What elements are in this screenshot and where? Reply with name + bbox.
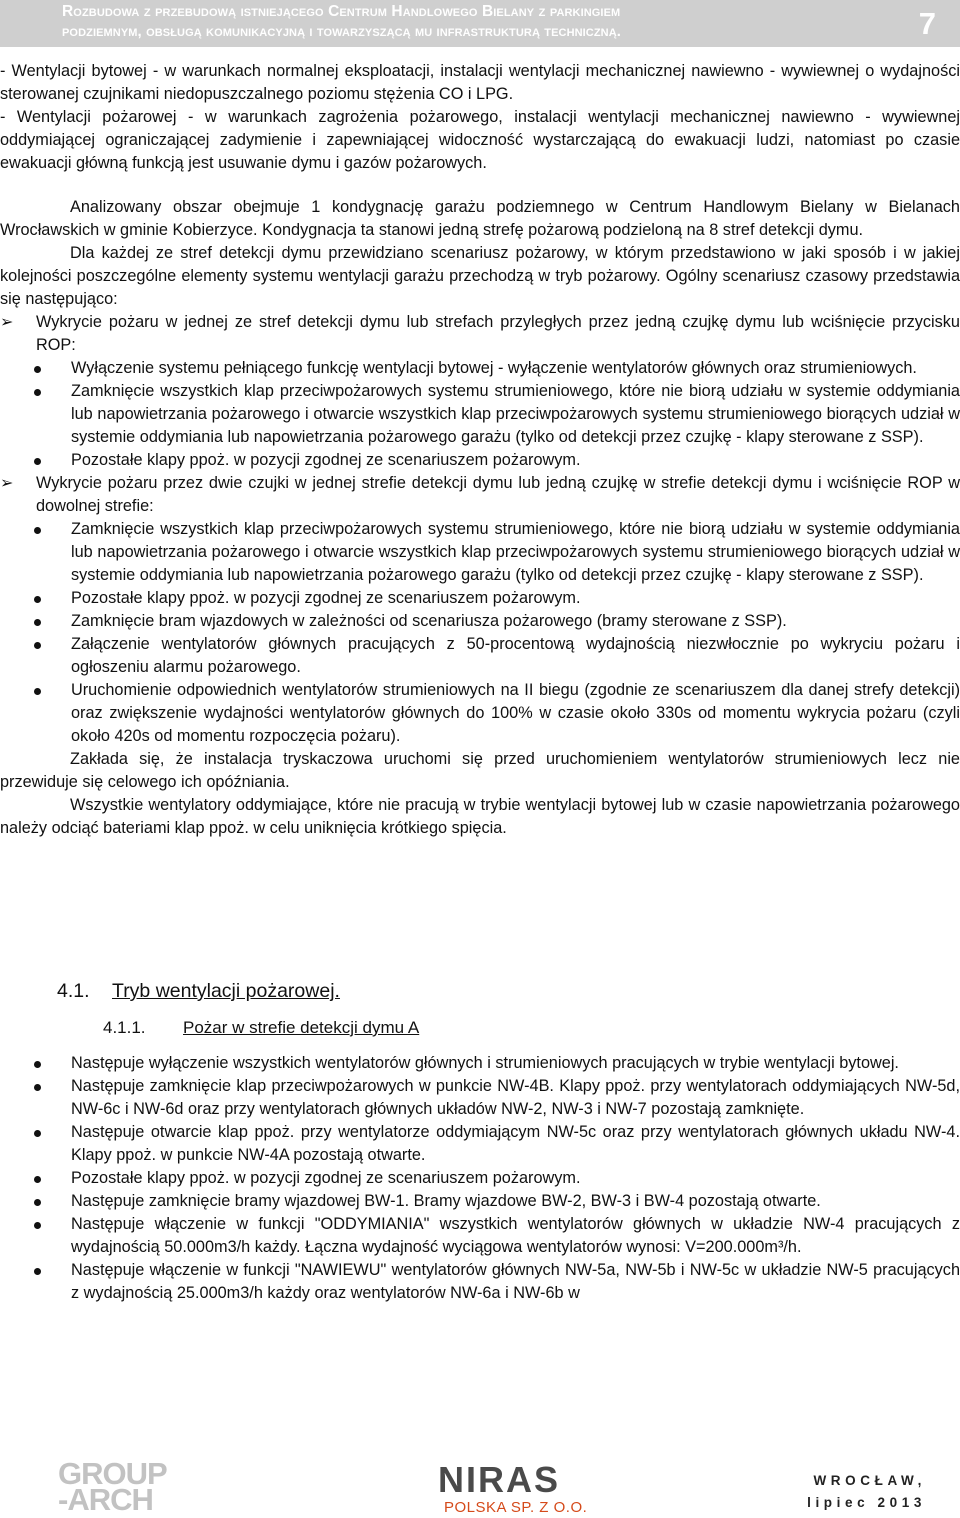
bullet-icon [34, 1084, 41, 1091]
bullet-icon [34, 619, 41, 626]
arrow-item-two-detectors [0, 472, 960, 518]
arrow-item-single-detector [0, 311, 960, 357]
list-item [0, 1121, 960, 1167]
paragraph-sprinklers: Zakłada się, że instalacja tryskaczowa uruchomi się przed uruchomieniem wentylatorów strumieniowych lecz nie przewiduje się celowego ich opóźniania. [0, 750, 960, 791]
footer-date: lipiec 2013 [807, 1495, 926, 1510]
bullet-icon [34, 1130, 41, 1137]
list-item [0, 633, 960, 679]
arrow-item-text: Wykrycie pożaru w jednej ze stref detekcji dymu lub strefach przyległych przez jedną czujkę dymu lub wciśnięcie przycisku ROP: [36, 313, 960, 354]
bullet-icon [34, 1268, 41, 1275]
bullet-icon [34, 1199, 41, 1206]
bullet-icon [34, 366, 41, 373]
paragraph-ventilation-fire: - Wentylacji pożarowej - w warunkach zagrożenia pożarowego, instalacji wentylacji mechanicznej nawiewno - wywiewnej oddymiającej ograniczającej zadymienie i zapewniającej widoczność wystarczającą do ewakuacji ludzi, natomiast po czasie ewakuacji główną funkcją jest usuwanie dymu i gazów pożarowych. [0, 108, 960, 172]
group-arch-logo [58, 1456, 173, 1517]
paragraph-ventilation-daily: - Wentylacji bytowej - w warunkach normalnej eksploatacji, instalacji wentylacji mechanicznej nawiewno - wywiewnej o wydajności sterowanej czujnikami niedopuszczalnego poziomu stężenia CO i LPG. [0, 62, 960, 103]
list-item [0, 518, 960, 587]
list-item [0, 1167, 960, 1190]
list-item [0, 449, 960, 472]
list-item [0, 1190, 960, 1213]
subsection-number: 4.1.1. [103, 1018, 146, 1037]
bullet-icon [34, 1176, 41, 1183]
spacer [0, 175, 960, 196]
bullet-icon [34, 596, 41, 603]
list-item [0, 380, 960, 449]
bullet-icon [34, 1222, 41, 1229]
list-item-text: Następuje zamknięcie klap przeciwpożarowych w punkcie NW-4B. Klapy ppoż. przy wentylatorach oddymiających NW-5d, NW-6c i NW-6d oraz przy wentylatorach głównych układów NW-2, NW-3 i NW-7 pozostają zamknięte. [71, 1077, 960, 1118]
paragraph-fire-scenario: Dla każdej ze stref detekcji dymu przewidziano scenariusz pożarowy, w którym przedstawiono w jaki sposób i w jakiej kolejności poszczególne elementy systemu wentylacji garażu przechodzą w tryb pożarowy. Ogólny scenariusz czasowy przedstawia się następująco: [0, 244, 960, 308]
list-item [0, 587, 960, 610]
list-item-text: Zamknięcie wszystkich klap przeciwpożarowych systemu strumieniowego, które nie biorą udziału w systemie oddymiania lub napowietrzania pożarowego i otwarcie wszystkich klap przeciwpożarowych systemu strumieniowego biorących udział w systemie oddymiania lub napowietrzania pożarowego garażu (tylko od detekcji przez czujkę - klapy sterowane z SSP). [71, 520, 960, 584]
list-item-text: Zamknięcie wszystkich klap przeciwpożarowych systemu strumieniowego, które nie biorą udziału w systemie oddymiania lub napowietrzania pożarowego i otwarcie wszystkich klap przeciwpożarowych systemu strumieniowego biorących udział w systemie oddymiania lub napowietrzania pożarowego garażu (tylko od detekcji przez czujkę - klapy sterowane z SSP). [71, 382, 960, 446]
niras-logo-subtitle: POLSKA SP. Z O.O. [444, 1499, 588, 1516]
footer-place-date [807, 1470, 926, 1514]
bullet-icon [34, 688, 41, 695]
section-heading [57, 980, 340, 1003]
arrow-bullet-icon: ➢ [0, 314, 14, 331]
niras-logo [438, 1459, 598, 1518]
subsection-heading [103, 1018, 419, 1038]
arrow-bullet-icon: ➢ [0, 475, 14, 492]
page-number: 7 [918, 6, 936, 41]
list-item-text: Pozostałe klapy ppoż. w pozycji zgodnej ze scenariuszem pożarowym. [71, 1169, 581, 1187]
list-item-text: Wyłączenie systemu pełniącego funkcję wentylacji bytowej - wyłączenie wentylatorów głównych oraz strumieniowych. [71, 359, 917, 377]
niras-logo-wordmark: NIRAS [438, 1459, 561, 1500]
header-title-line-2: podziemnym, obsługą komunikacyjną i towarzyszącą mu infrastrukturą techniczną. [62, 23, 622, 40]
list-item-text: Uruchomienie odpowiednich wentylatorów strumieniowych na II biegu (zgodnie ze scenariuszem dla danej strefy detekcji) oraz zwiększenie wydajności wentylatorów głównych do 100% w czasie około 330s od momentu wykrycia pożaru (czyli około 420s od momentu rozpoczęcia pożaru). [71, 681, 960, 745]
list-item-text: Zamknięcie bram wjazdowych w zależności od scenariusza pożarowego (bramy sterowane z SSP). [71, 612, 787, 630]
list-item-text: Następuje włączenie w funkcji "ODDYMIANIA" wszystkich wentylatorów głównych w układzie NW-4 pracujących z wydajnością 50.000m3/h każdy. Łączna wydajność wyciągowa wentylatorów wynosi: V=200.000m³/h. [71, 1215, 960, 1256]
bullet-icon [34, 458, 41, 465]
list-item [0, 1259, 960, 1305]
arrow-item-text: Wykrycie pożaru przez dwie czujki w jednej strefie detekcji dymu lub jedną czujkę w strefie detekcji dymu i wciśnięcie ROP w dowolnej strefie: [36, 474, 960, 515]
group-arch-logo-line-1: GROUP [58, 1456, 167, 1491]
paragraph-smoke-fans: Wszystkie wentylatory oddymiające, które nie pracują w trybie wentylacji bytowej lub w czasie napowietrzania pożarowego należy odciąć bateriami klap ppoż. w celu uniknięcia krótkiego spięcia. [0, 796, 960, 837]
section-title: Tryb wentylacji pożarowej. [112, 980, 340, 1002]
header-title-line-1: Rozbudowa z przebudową istniejącego Centrum Handlowego Bielany z parkingiem [62, 3, 621, 20]
bullet-icon [34, 527, 41, 534]
list-item-text: Załączenie wentylatorów głównych pracujących z 50-procentową wydajnością niezwłocznie po wykryciu pożaru i ogłoszeniu alarmu pożarowego. [71, 635, 960, 676]
footer-city: WROCŁAW, [813, 1473, 926, 1488]
list-item [0, 610, 960, 633]
list-item-text: Następuje otwarcie klap ppoż. przy wentylatorze oddymiającym NW-5c oraz przy wentylatorach głównych układu NW-4. Klapy ppoż. w punkcie NW-4A pozostają otwarte. [71, 1123, 960, 1164]
list-item [0, 1075, 960, 1121]
subsection-title: Pożar w strefie detekcji dymu A [183, 1018, 420, 1037]
document-body [0, 60, 960, 840]
bullet-icon [34, 1061, 41, 1068]
paragraph-analyzed-area: Analizowany obszar obejmuje 1 kondygnację garażu podziemnego w Centrum Handlowym Bielany w Bielanach Wrocławskich w gminie Kobierzyce. Kondygnacja ta stanowi jedną strefę pożarową podzieloną na 8 stref detekcji dymu. [0, 198, 960, 239]
section-number: 4.1. [57, 980, 90, 1002]
list-item [0, 357, 960, 380]
list-item-text: Następuje wyłączenie wszystkich wentylatorów głównych i strumieniowych pracujących w trybie wentylacji bytowej. [71, 1054, 899, 1072]
subsection-list [0, 1052, 960, 1305]
bullet-icon [34, 389, 41, 396]
list-item-text: Następuje zamknięcie bramy wjazdowej BW-1. Bramy wjazdowe BW-2, BW-3 i BW-4 pozostają otwarte. [71, 1192, 821, 1210]
list-item [0, 1213, 960, 1259]
list-item-text: Pozostałe klapy ppoż. w pozycji zgodnej ze scenariuszem pożarowym. [71, 589, 581, 607]
list-item [0, 679, 960, 748]
page-header [0, 0, 960, 47]
bullet-icon [34, 642, 41, 649]
list-item [0, 1052, 960, 1075]
list-item-text: Pozostałe klapy ppoż. w pozycji zgodnej ze scenariuszem pożarowym. [71, 451, 581, 469]
group-arch-logo-line-2: -ARCH [58, 1482, 153, 1517]
list-item-text: Następuje włączenie w funkcji "NAWIEWU" wentylatorów głównych NW-5a, NW-5b i NW-5c w układzie NW-5 pracujących z wydajnością 25.000m3/h każdy oraz wentylatorów NW-6a i NW-6b w [71, 1261, 960, 1302]
